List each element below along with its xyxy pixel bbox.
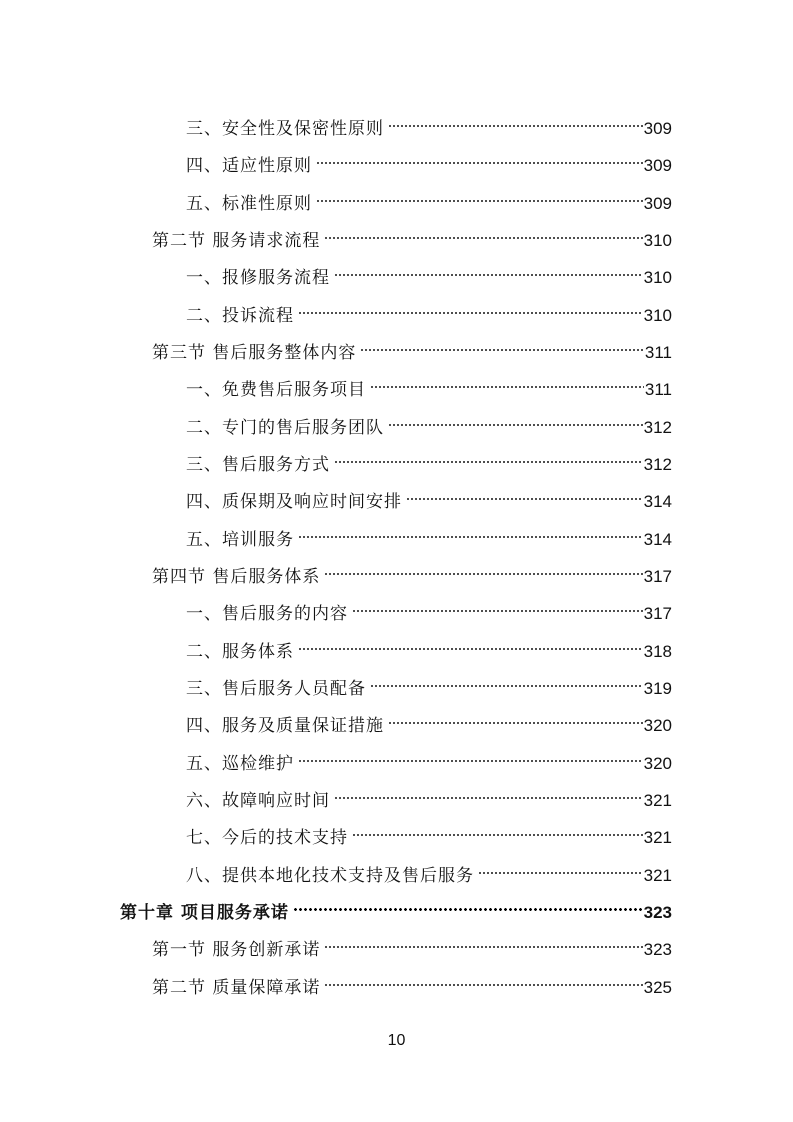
toc-entry[interactable] bbox=[186, 477, 672, 512]
toc-entry-page: 320 bbox=[643, 754, 672, 773]
toc-entry-title: 二、服务体系 bbox=[186, 642, 294, 662]
toc-entry-page: 309 bbox=[643, 194, 672, 213]
toc-entry-page: 309 bbox=[643, 119, 672, 138]
toc-entry-title: 二、投诉流程 bbox=[186, 306, 294, 326]
dot-leader bbox=[334, 440, 643, 470]
dot-leader bbox=[370, 365, 644, 395]
toc-entry[interactable] bbox=[186, 253, 672, 288]
toc-chapter-entry[interactable] bbox=[120, 888, 672, 923]
dot-leader bbox=[324, 216, 642, 246]
toc-entry-title: 五、巡检维护 bbox=[186, 754, 294, 774]
toc-entry-title: 五、标准性原则 bbox=[186, 194, 312, 214]
toc-entry-page: 321 bbox=[643, 866, 672, 885]
toc-entry-title: 第三节 售后服务整体内容 bbox=[152, 343, 357, 363]
dot-leader bbox=[298, 627, 643, 657]
toc-entry-title: 第二节 服务请求流程 bbox=[152, 231, 321, 251]
toc-entry-title: 四、适应性原则 bbox=[186, 156, 312, 176]
toc-entry-page: 317 bbox=[643, 604, 672, 623]
toc-entry[interactable] bbox=[186, 365, 672, 400]
dot-leader bbox=[352, 589, 643, 619]
toc-entry-title: 三、售后服务人员配备 bbox=[186, 679, 366, 699]
toc-entry-page: 310 bbox=[643, 231, 672, 250]
toc-entry-title: 二、专门的售后服务团队 bbox=[186, 418, 384, 438]
toc-entry[interactable] bbox=[186, 776, 672, 811]
toc-entry-page: 321 bbox=[643, 791, 672, 810]
dot-leader bbox=[298, 515, 643, 545]
toc-entry-title: 四、服务及质量保证措施 bbox=[186, 716, 384, 736]
dot-leader bbox=[316, 141, 643, 171]
dot-leader bbox=[324, 963, 642, 993]
toc-entry-page: 323 bbox=[643, 903, 672, 922]
toc-entry-page: 309 bbox=[643, 156, 672, 175]
dot-leader bbox=[293, 888, 643, 918]
toc-entry-title: 四、质保期及响应时间安排 bbox=[186, 492, 402, 512]
toc-entry[interactable] bbox=[186, 627, 672, 662]
toc-entry-page: 312 bbox=[643, 455, 672, 474]
toc-entry[interactable] bbox=[186, 664, 672, 699]
toc-entry[interactable] bbox=[186, 813, 672, 848]
toc-entry-page: 319 bbox=[643, 679, 672, 698]
toc-entry[interactable] bbox=[152, 552, 672, 587]
toc-entry[interactable] bbox=[152, 216, 672, 251]
dot-leader bbox=[388, 403, 643, 433]
toc-entry[interactable] bbox=[186, 141, 672, 176]
toc-entry-title: 五、培训服务 bbox=[186, 530, 294, 550]
dot-leader bbox=[360, 328, 643, 358]
toc-entry-title: 第四节 售后服务体系 bbox=[152, 567, 321, 587]
toc-entry-title: 八、提供本地化技术支持及售后服务 bbox=[186, 866, 474, 886]
toc-entry-page: 314 bbox=[643, 492, 672, 511]
dot-leader bbox=[324, 925, 642, 955]
toc-entry[interactable] bbox=[186, 440, 672, 475]
toc-entry[interactable] bbox=[186, 589, 672, 624]
dot-leader bbox=[406, 477, 643, 507]
toc-entry-page: 325 bbox=[643, 978, 672, 997]
dot-leader bbox=[316, 179, 643, 209]
toc-entry[interactable] bbox=[186, 104, 672, 139]
toc-entry[interactable] bbox=[186, 515, 672, 550]
toc-entry-title: 三、安全性及保密性原则 bbox=[186, 119, 384, 139]
toc-entry-title: 第十章 项目服务承诺 bbox=[120, 903, 289, 923]
dot-leader bbox=[334, 776, 643, 806]
toc-entry-page: 323 bbox=[643, 940, 672, 959]
toc-entry[interactable] bbox=[186, 179, 672, 214]
toc-entry-title: 六、故障响应时间 bbox=[186, 791, 330, 811]
dot-leader bbox=[298, 291, 643, 321]
toc-entry[interactable] bbox=[186, 739, 672, 774]
dot-leader bbox=[334, 253, 643, 283]
toc-entry[interactable] bbox=[186, 291, 672, 326]
toc-entry-title: 第一节 服务创新承诺 bbox=[152, 940, 321, 960]
toc-entry-title: 一、售后服务的内容 bbox=[186, 604, 348, 624]
dot-leader bbox=[352, 813, 643, 843]
toc-entry-page: 317 bbox=[643, 567, 672, 586]
toc-entry-page: 312 bbox=[643, 418, 672, 437]
dot-leader bbox=[370, 664, 643, 694]
toc-entry[interactable] bbox=[186, 403, 672, 438]
toc-entry-page: 318 bbox=[643, 642, 672, 661]
toc-entry-page: 310 bbox=[643, 268, 672, 287]
toc-entry-page: 321 bbox=[643, 828, 672, 847]
dot-leader bbox=[298, 739, 643, 769]
toc-entry-title: 七、今后的技术支持 bbox=[186, 828, 348, 848]
page-number: 10 bbox=[387, 1032, 406, 1049]
toc-entry-title: 三、售后服务方式 bbox=[186, 455, 330, 475]
toc-entry-page: 311 bbox=[644, 343, 672, 362]
toc-entry-page: 314 bbox=[643, 530, 672, 549]
toc-entry[interactable] bbox=[186, 851, 672, 886]
toc-entry-title: 第二节 质量保障承诺 bbox=[152, 978, 321, 998]
toc-entry[interactable] bbox=[186, 701, 672, 736]
dot-leader bbox=[324, 552, 642, 582]
toc-entry[interactable] bbox=[152, 925, 672, 960]
toc-entry[interactable] bbox=[152, 963, 672, 998]
dot-leader bbox=[388, 701, 643, 731]
toc-entry-page: 311 bbox=[644, 380, 672, 399]
dot-leader bbox=[388, 104, 643, 134]
toc-entry[interactable] bbox=[152, 328, 672, 363]
toc-entry-page: 320 bbox=[643, 716, 672, 735]
toc-entry-title: 一、免费售后服务项目 bbox=[186, 380, 366, 400]
dot-leader bbox=[478, 851, 643, 881]
toc-entry-page: 310 bbox=[643, 306, 672, 325]
toc-entry-title: 一、报修服务流程 bbox=[186, 268, 330, 288]
